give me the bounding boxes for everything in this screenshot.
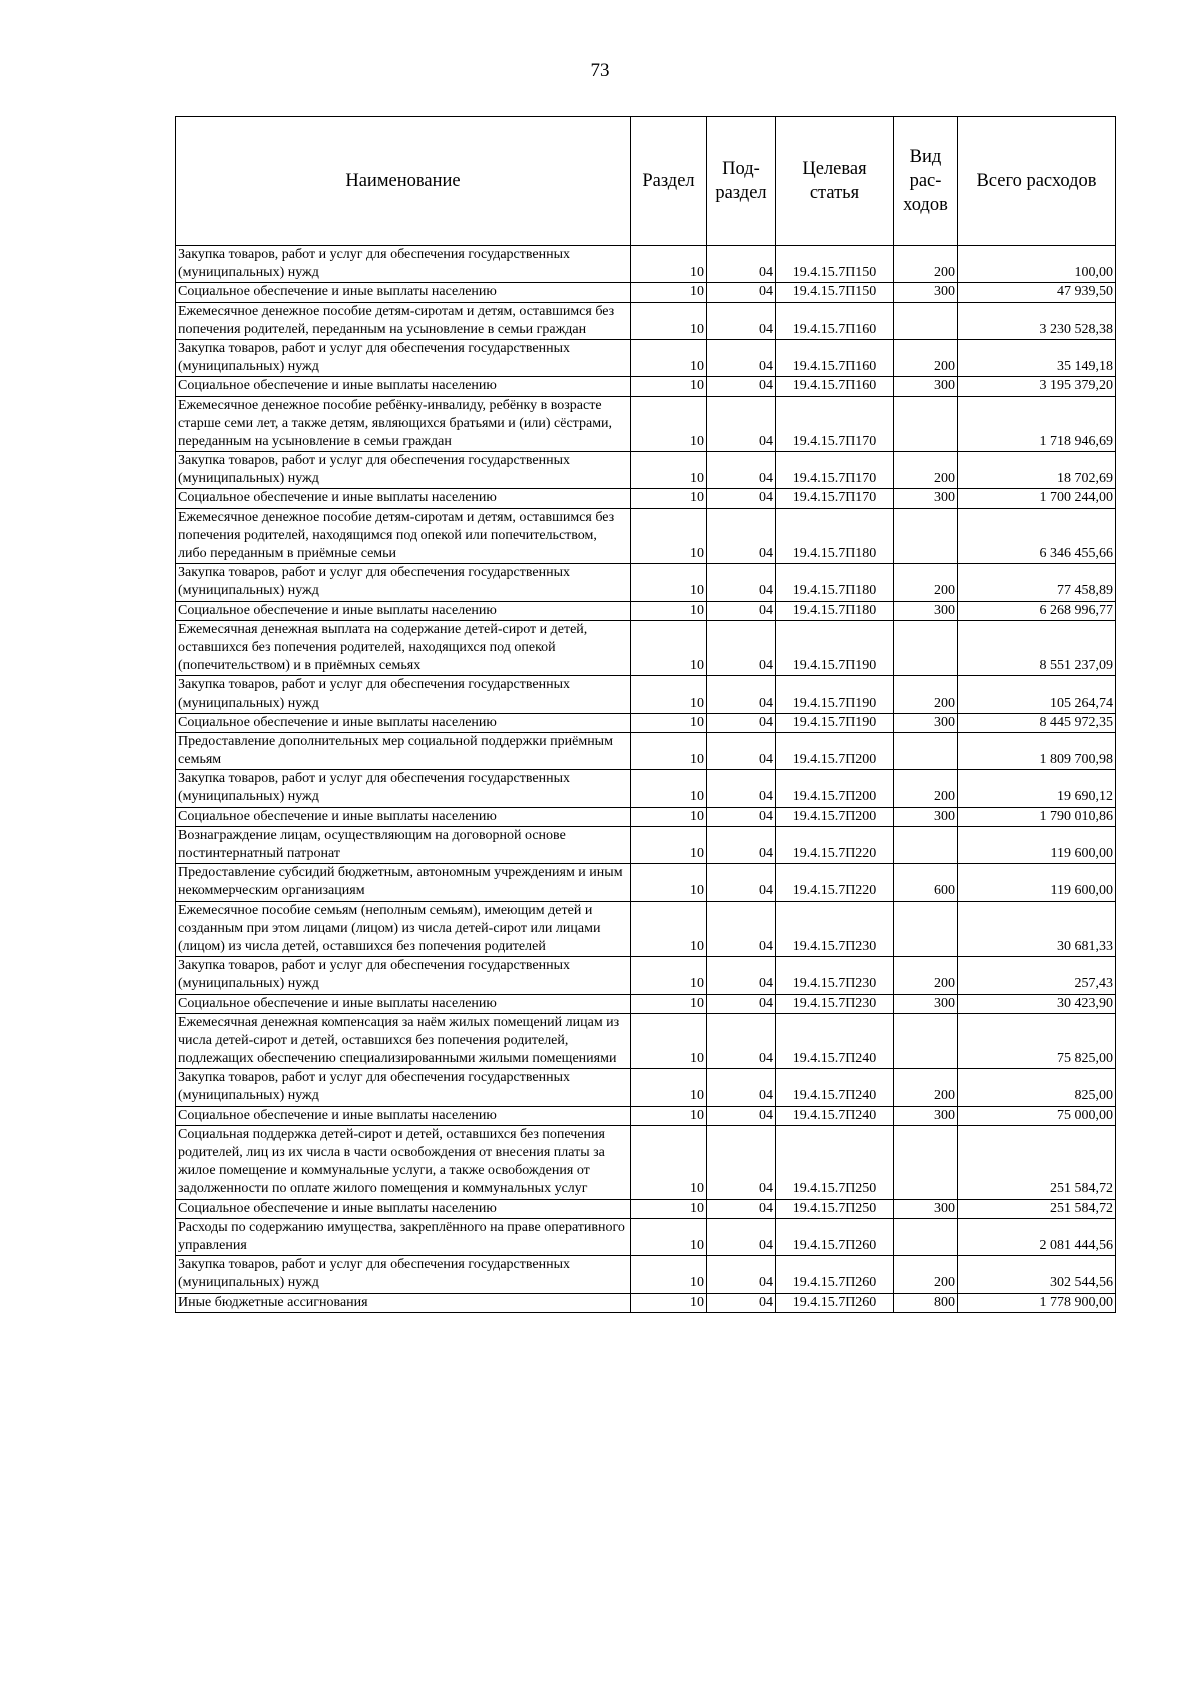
- row-subsection: 04: [707, 339, 776, 376]
- row-target: 19.4.15.7П250: [776, 1199, 894, 1218]
- table-row: [176, 732, 1116, 769]
- row-name: Расходы по содержанию имущества, закреплённого на праве оперативного управления: [176, 1218, 631, 1255]
- row-total: 119 600,00: [958, 864, 1116, 901]
- row-name: Ежемесячное денежное пособие детям-сиротам и детям, оставшимся без попечения родителей, переданным на усыновление в семьи граждан: [176, 302, 631, 339]
- row-subsection: 04: [707, 901, 776, 957]
- row-total: 119 600,00: [958, 826, 1116, 863]
- row-name: Социальное обеспечение и иные выплаты населению: [176, 377, 631, 396]
- table-row: [176, 339, 1116, 376]
- row-total: 47 939,50: [958, 283, 1116, 302]
- row-kind: [894, 302, 958, 339]
- row-subsection: 04: [707, 283, 776, 302]
- row-target: 19.4.15.7П190: [776, 620, 894, 676]
- row-target: 19.4.15.7П170: [776, 452, 894, 489]
- row-target: 19.4.15.7П240: [776, 1106, 894, 1125]
- row-section: 10: [631, 283, 707, 302]
- row-subsection: 04: [707, 957, 776, 994]
- row-section: 10: [631, 1069, 707, 1106]
- row-target: 19.4.15.7П200: [776, 770, 894, 807]
- row-kind: [894, 901, 958, 957]
- table-header: [176, 117, 1116, 246]
- table-row: [176, 1199, 1116, 1218]
- row-total: 18 702,69: [958, 452, 1116, 489]
- row-target: 19.4.15.7П230: [776, 994, 894, 1013]
- row-target: 19.4.15.7П260: [776, 1218, 894, 1255]
- row-section: 10: [631, 826, 707, 863]
- row-section: 10: [631, 676, 707, 713]
- table-row: [176, 452, 1116, 489]
- row-subsection: 04: [707, 489, 776, 508]
- row-subsection: 04: [707, 994, 776, 1013]
- table-row: [176, 396, 1116, 452]
- table-row: [176, 826, 1116, 863]
- row-name: Закупка товаров, работ и услуг для обеспечения государственных (муниципальных) нужд: [176, 1256, 631, 1293]
- row-subsection: 04: [707, 396, 776, 452]
- row-total: 1 790 010,86: [958, 807, 1116, 826]
- row-subsection: 04: [707, 770, 776, 807]
- table-body: [176, 246, 1116, 1313]
- row-section: 10: [631, 396, 707, 452]
- row-subsection: 04: [707, 377, 776, 396]
- row-section: 10: [631, 713, 707, 732]
- row-name: Закупка товаров, работ и услуг для обеспечения государственных (муниципальных) нужд: [176, 246, 631, 283]
- col-header-subsection: Под- раздел: [707, 117, 776, 246]
- table-row: [176, 489, 1116, 508]
- table-row: [176, 994, 1116, 1013]
- table-row: [176, 1293, 1116, 1312]
- row-name: Закупка товаров, работ и услуг для обеспечения государственных (муниципальных) нужд: [176, 676, 631, 713]
- row-kind: [894, 826, 958, 863]
- row-name: Ежемесячное денежное пособие ребёнку-инвалиду, ребёнку в возрасте старше семи лет, а также детям, являющихся братьями и (или) сёстрами, переданным на усыновление в семьи граждан: [176, 396, 631, 452]
- table-row: [176, 864, 1116, 901]
- row-section: 10: [631, 901, 707, 957]
- table-row: [176, 807, 1116, 826]
- row-name: Предоставление субсидий бюджетным, автономным учреждениям и иным некоммерческим организациям: [176, 864, 631, 901]
- row-subsection: 04: [707, 676, 776, 713]
- row-kind: 200: [894, 770, 958, 807]
- row-subsection: 04: [707, 713, 776, 732]
- col-header-kind: Вид рас- ходов: [894, 117, 958, 246]
- table-row: [176, 601, 1116, 620]
- table-row: [176, 713, 1116, 732]
- row-subsection: 04: [707, 564, 776, 601]
- row-target: 19.4.15.7П160: [776, 339, 894, 376]
- row-target: 19.4.15.7П190: [776, 713, 894, 732]
- row-section: 10: [631, 1125, 707, 1199]
- row-total: 1 700 244,00: [958, 489, 1116, 508]
- table-row: [176, 1013, 1116, 1069]
- row-section: 10: [631, 302, 707, 339]
- row-section: 10: [631, 339, 707, 376]
- table-row: [176, 1256, 1116, 1293]
- row-kind: 200: [894, 676, 958, 713]
- row-target: 19.4.15.7П240: [776, 1069, 894, 1106]
- table-row: [176, 1218, 1116, 1255]
- row-name: Закупка товаров, работ и услуг для обеспечения государственных (муниципальных) нужд: [176, 770, 631, 807]
- row-name: Закупка товаров, работ и услуг для обеспечения государственных (муниципальных) нужд: [176, 452, 631, 489]
- row-subsection: 04: [707, 1069, 776, 1106]
- row-kind: 300: [894, 377, 958, 396]
- row-name: Социальное обеспечение и иные выплаты населению: [176, 807, 631, 826]
- table-row: [176, 1125, 1116, 1199]
- row-section: 10: [631, 1256, 707, 1293]
- row-kind: 200: [894, 452, 958, 489]
- row-name: Социальное обеспечение и иные выплаты населению: [176, 1106, 631, 1125]
- row-kind: [894, 1125, 958, 1199]
- row-kind: [894, 732, 958, 769]
- col-header-name: Наименование: [176, 117, 631, 246]
- row-total: 302 544,56: [958, 1256, 1116, 1293]
- row-section: 10: [631, 864, 707, 901]
- row-total: 3 195 379,20: [958, 377, 1116, 396]
- row-section: 10: [631, 1199, 707, 1218]
- row-subsection: 04: [707, 826, 776, 863]
- row-name: Предоставление дополнительных мер социальной поддержки приёмным семьям: [176, 732, 631, 769]
- row-target: 19.4.15.7П240: [776, 1013, 894, 1069]
- table-row: [176, 676, 1116, 713]
- row-target: 19.4.15.7П160: [776, 302, 894, 339]
- row-section: 10: [631, 564, 707, 601]
- table-row: [176, 770, 1116, 807]
- row-kind: [894, 620, 958, 676]
- row-total: 251 584,72: [958, 1199, 1116, 1218]
- row-target: 19.4.15.7П200: [776, 732, 894, 769]
- row-name: Социальное обеспечение и иные выплаты населению: [176, 1199, 631, 1218]
- row-section: 10: [631, 1293, 707, 1312]
- row-target: 19.4.15.7П220: [776, 826, 894, 863]
- row-total: 3 230 528,38: [958, 302, 1116, 339]
- row-kind: 300: [894, 713, 958, 732]
- row-kind: 300: [894, 994, 958, 1013]
- table-row: [176, 620, 1116, 676]
- table-row: [176, 302, 1116, 339]
- row-kind: 600: [894, 864, 958, 901]
- row-target: 19.4.15.7П180: [776, 508, 894, 564]
- row-name: Ежемесячная денежная компенсация за наём жилых помещений лицам из числа детей-сирот и детей, оставшихся без попечения родителей, подлежащих обеспечению специализированными жилыми помещениями: [176, 1013, 631, 1069]
- row-section: 10: [631, 994, 707, 1013]
- row-target: 19.4.15.7П260: [776, 1293, 894, 1312]
- table-row: [176, 377, 1116, 396]
- row-target: 19.4.15.7П190: [776, 676, 894, 713]
- row-kind: [894, 1013, 958, 1069]
- row-kind: 300: [894, 807, 958, 826]
- page-number: 73: [590, 60, 610, 81]
- row-subsection: 04: [707, 620, 776, 676]
- row-section: 10: [631, 732, 707, 769]
- row-subsection: 04: [707, 1013, 776, 1069]
- row-total: 100,00: [958, 246, 1116, 283]
- row-target: 19.4.15.7П220: [776, 864, 894, 901]
- row-total: 257,43: [958, 957, 1116, 994]
- col-header-target: Целевая статья: [776, 117, 894, 246]
- row-subsection: 04: [707, 732, 776, 769]
- row-section: 10: [631, 957, 707, 994]
- row-total: 1 718 946,69: [958, 396, 1116, 452]
- row-subsection: 04: [707, 302, 776, 339]
- row-section: 10: [631, 508, 707, 564]
- row-kind: 300: [894, 601, 958, 620]
- row-section: 10: [631, 1106, 707, 1125]
- row-subsection: 04: [707, 1218, 776, 1255]
- budget-table: [175, 116, 1116, 1313]
- row-section: 10: [631, 377, 707, 396]
- row-kind: 300: [894, 1106, 958, 1125]
- row-target: 19.4.15.7П180: [776, 601, 894, 620]
- row-subsection: 04: [707, 1256, 776, 1293]
- row-section: 10: [631, 246, 707, 283]
- row-section: 10: [631, 489, 707, 508]
- row-subsection: 04: [707, 452, 776, 489]
- row-section: 10: [631, 452, 707, 489]
- row-kind: 200: [894, 246, 958, 283]
- row-section: 10: [631, 807, 707, 826]
- row-subsection: 04: [707, 246, 776, 283]
- row-total: 30 681,33: [958, 901, 1116, 957]
- row-total: 251 584,72: [958, 1125, 1116, 1199]
- row-total: 2 081 444,56: [958, 1218, 1116, 1255]
- row-section: 10: [631, 1013, 707, 1069]
- row-kind: 300: [894, 1199, 958, 1218]
- row-kind: 200: [894, 1256, 958, 1293]
- row-total: 77 458,89: [958, 564, 1116, 601]
- row-subsection: 04: [707, 1106, 776, 1125]
- row-target: 19.4.15.7П170: [776, 489, 894, 508]
- row-target: 19.4.15.7П160: [776, 377, 894, 396]
- table-row: [176, 564, 1116, 601]
- row-kind: 200: [894, 1069, 958, 1106]
- row-kind: 800: [894, 1293, 958, 1312]
- table-row: [176, 1106, 1116, 1125]
- table-row: [176, 246, 1116, 283]
- row-section: 10: [631, 601, 707, 620]
- row-target: 19.4.15.7П150: [776, 246, 894, 283]
- row-target: 19.4.15.7П250: [776, 1125, 894, 1199]
- row-kind: 200: [894, 339, 958, 376]
- row-name: Социальное обеспечение и иные выплаты населению: [176, 994, 631, 1013]
- row-total: 1 778 900,00: [958, 1293, 1116, 1312]
- row-subsection: 04: [707, 508, 776, 564]
- row-target: 19.4.15.7П230: [776, 957, 894, 994]
- row-name: Социальная поддержка детей-сирот и детей, оставшихся без попечения родителей, лиц из их числа в части освобождения от внесения платы за жилое помещение и коммунальные услуги, а также освобождения от задолженности по оплате жилого помещения и коммунальных услуг: [176, 1125, 631, 1199]
- row-total: 30 423,90: [958, 994, 1116, 1013]
- row-target: 19.4.15.7П150: [776, 283, 894, 302]
- row-target: 19.4.15.7П170: [776, 396, 894, 452]
- row-target: 19.4.15.7П200: [776, 807, 894, 826]
- row-total: 825,00: [958, 1069, 1116, 1106]
- row-name: Иные бюджетные ассигнования: [176, 1293, 631, 1312]
- row-name: Ежемесячное пособие семьям (неполным семьям), имеющим детей и созданным при этом лицами (лицом) из числа детей-сирот или лицами (лицом) из числа детей, оставшихся без попечения родителей: [176, 901, 631, 957]
- row-name: Закупка товаров, работ и услуг для обеспечения государственных (муниципальных) нужд: [176, 1069, 631, 1106]
- row-total: 105 264,74: [958, 676, 1116, 713]
- row-target: 19.4.15.7П260: [776, 1256, 894, 1293]
- row-total: 8 445 972,35: [958, 713, 1116, 732]
- row-target: 19.4.15.7П180: [776, 564, 894, 601]
- table-row: [176, 283, 1116, 302]
- row-name: Закупка товаров, работ и услуг для обеспечения государственных (муниципальных) нужд: [176, 339, 631, 376]
- row-name: Ежемесячная денежная выплата на содержание детей-сирот и детей, оставшихся без попечения родителей, находящихся под опекой (попечительством) и в приёмных семьях: [176, 620, 631, 676]
- row-kind: 200: [894, 564, 958, 601]
- row-section: 10: [631, 620, 707, 676]
- table-row: [176, 901, 1116, 957]
- table-row: [176, 957, 1116, 994]
- row-kind: [894, 1218, 958, 1255]
- row-kind: 300: [894, 489, 958, 508]
- row-name: Социальное обеспечение и иные выплаты населению: [176, 601, 631, 620]
- row-kind: [894, 396, 958, 452]
- row-target: 19.4.15.7П230: [776, 901, 894, 957]
- row-name: Социальное обеспечение и иные выплаты населению: [176, 713, 631, 732]
- row-name: Социальное обеспечение и иные выплаты населению: [176, 283, 631, 302]
- row-kind: [894, 508, 958, 564]
- row-total: 75 825,00: [958, 1013, 1116, 1069]
- row-total: 19 690,12: [958, 770, 1116, 807]
- row-total: 1 809 700,98: [958, 732, 1116, 769]
- col-header-section: Раздел: [631, 117, 707, 246]
- row-subsection: 04: [707, 864, 776, 901]
- row-subsection: 04: [707, 807, 776, 826]
- col-header-total: Всего расходов: [958, 117, 1116, 246]
- row-name: Ежемесячное денежное пособие детям-сиротам и детям, оставшимся без попечения родителей, находящимся под опекой или попечительством, либо переданным в приёмные семьи: [176, 508, 631, 564]
- row-section: 10: [631, 1218, 707, 1255]
- row-total: 8 551 237,09: [958, 620, 1116, 676]
- row-kind: 300: [894, 283, 958, 302]
- row-name: Вознаграждение лицам, осуществляющим на договорной основе постинтернатный патронат: [176, 826, 631, 863]
- row-subsection: 04: [707, 601, 776, 620]
- table-row: [176, 1069, 1116, 1106]
- row-subsection: 04: [707, 1199, 776, 1218]
- row-name: Социальное обеспечение и иные выплаты населению: [176, 489, 631, 508]
- row-name: Закупка товаров, работ и услуг для обеспечения государственных (муниципальных) нужд: [176, 564, 631, 601]
- row-total: 6 268 996,77: [958, 601, 1116, 620]
- row-total: 35 149,18: [958, 339, 1116, 376]
- row-subsection: 04: [707, 1293, 776, 1312]
- row-subsection: 04: [707, 1125, 776, 1199]
- table-row: [176, 508, 1116, 564]
- row-total: 6 346 455,66: [958, 508, 1116, 564]
- row-name: Закупка товаров, работ и услуг для обеспечения государственных (муниципальных) нужд: [176, 957, 631, 994]
- row-kind: 200: [894, 957, 958, 994]
- row-section: 10: [631, 770, 707, 807]
- row-total: 75 000,00: [958, 1106, 1116, 1125]
